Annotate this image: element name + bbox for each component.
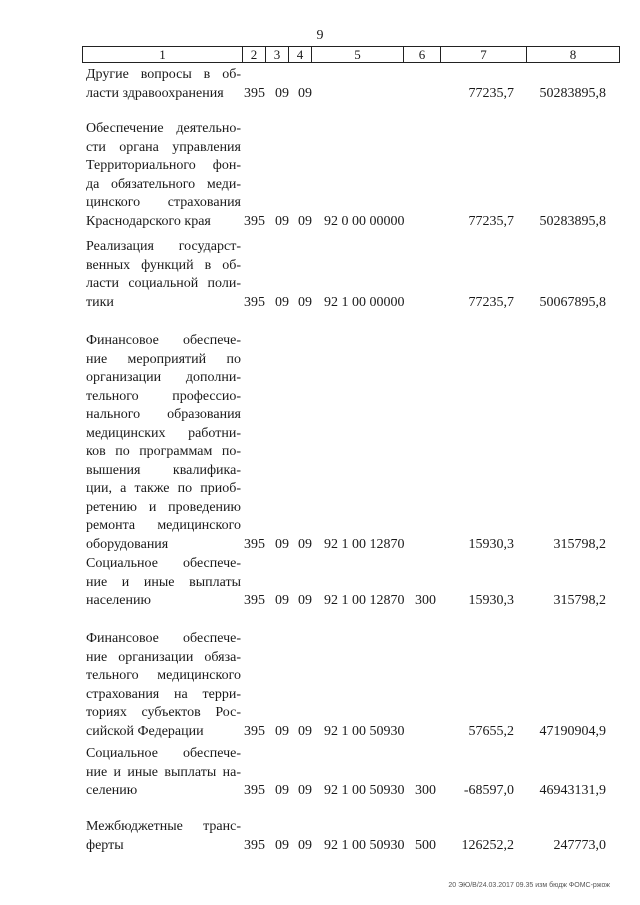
table-row — [0, 66, 640, 103]
row-description — [86, 555, 241, 611]
row-description — [86, 332, 241, 554]
description-line: ков по программам по- — [86, 444, 241, 459]
description-line: Межбюджетные транс- — [86, 819, 241, 834]
cell-vr: 300 — [415, 593, 436, 608]
row-description — [86, 120, 241, 231]
row-description — [86, 745, 241, 801]
cell-csr: 92 1 00 12870 — [324, 536, 405, 552]
cell-pr: 09 — [298, 723, 312, 739]
description-line: ласти социальной поли- — [86, 276, 241, 291]
cell-pr: 09 — [298, 536, 312, 552]
cell-csr: 92 1 00 12870 — [324, 593, 405, 608]
cell-rz: 09 — [275, 536, 289, 552]
cell-vr: 300 — [415, 783, 436, 798]
table-row — [0, 238, 640, 312]
header-col-6: 6 — [404, 47, 441, 62]
table-row — [0, 630, 640, 741]
cell-grbs: 395 — [244, 723, 265, 739]
description-line: Финансовое обеспече- — [86, 333, 241, 348]
description-line: Территориального фон- — [86, 158, 241, 173]
cell-rz: 09 — [275, 593, 289, 608]
description-line: ции, а также по приоб- — [86, 481, 241, 496]
cell-change-amount: 77235,7 — [468, 213, 514, 229]
description-line: тельного профессио- — [86, 388, 241, 404]
cell-pr: 09 — [298, 213, 312, 229]
description-line: Финансовое обеспече- — [86, 631, 241, 646]
description-line: Социальное обеспече- — [86, 556, 241, 571]
description-line: ние мероприятий по — [86, 351, 241, 367]
description-line: Другие вопросы в об- — [86, 67, 241, 82]
cell-change-amount: 57655,2 — [468, 723, 514, 739]
description-line: нального образования — [86, 407, 241, 422]
header-col-7: 7 — [441, 47, 527, 62]
description-line: ториях субъектов Рос- — [86, 705, 241, 720]
cell-csr: 92 1 00 00000 — [324, 294, 405, 310]
cell-rz: 09 — [275, 294, 289, 310]
cell-total-amount: 315798,2 — [553, 593, 606, 608]
cell-grbs: 395 — [244, 593, 265, 608]
cell-pr: 09 — [298, 294, 312, 310]
cell-change-amount: 15930,3 — [468, 593, 514, 608]
cell-change-amount: 15930,3 — [468, 536, 514, 552]
cell-change-amount: -68597,0 — [463, 783, 514, 798]
description-line: цинского страхования — [86, 195, 241, 210]
table-header — [82, 46, 620, 63]
cell-csr: 92 1 00 50930 — [324, 783, 405, 798]
description-line: да обязательного меди- — [86, 176, 241, 192]
page-number: 9 — [316, 28, 324, 43]
footer-stamp: 20 ЭЮ/В/24.03.2017 09.35 изм бюдж ФОМС-ржож — [448, 882, 610, 889]
cell-rz: 09 — [275, 837, 289, 853]
cell-total-amount: 47190904,9 — [539, 723, 606, 739]
description-line: венных функций в об- — [86, 257, 241, 273]
cell-pr: 09 — [298, 837, 312, 853]
cell-rz: 09 — [275, 85, 289, 101]
row-description — [86, 630, 241, 741]
header-col-4: 4 — [289, 47, 312, 62]
description-line: оборудования — [86, 536, 169, 552]
header-col-2: 2 — [243, 47, 266, 62]
cell-total-amount: 50283895,8 — [539, 85, 606, 101]
description-line: ласти здравоохранения — [86, 85, 224, 101]
table-row — [0, 120, 640, 231]
cell-grbs: 395 — [244, 536, 265, 552]
cell-total-amount: 46943131,9 — [539, 783, 606, 798]
description-line: ние и иные выплаты — [86, 574, 241, 590]
cell-total-amount: 50283895,8 — [539, 213, 606, 229]
description-line: сти органа управления — [86, 139, 241, 155]
header-col-8: 8 — [569, 47, 577, 62]
description-line: ние и иные выплаты на- — [86, 764, 241, 780]
description-line: ферты — [86, 837, 124, 853]
cell-grbs: 395 — [244, 294, 265, 310]
cell-grbs: 395 — [244, 783, 265, 798]
description-line: селению — [86, 783, 138, 798]
header-col-5: 5 — [312, 47, 404, 62]
description-line: ретению и проведению — [86, 499, 241, 515]
cell-total-amount: 315798,2 — [553, 536, 606, 552]
cell-csr: 92 0 00 00000 — [324, 213, 405, 229]
cell-rz: 09 — [275, 213, 289, 229]
table-row — [0, 332, 640, 554]
description-line: тики — [86, 294, 114, 310]
description-line: сийской Федерации — [86, 723, 204, 739]
cell-total-amount: 50067895,8 — [539, 294, 606, 310]
row-description — [86, 66, 241, 103]
cell-pr: 09 — [298, 593, 312, 608]
description-line: Реализация государст- — [86, 239, 241, 254]
description-line: организации дополни- — [86, 370, 241, 385]
description-line: страхования на терри- — [86, 686, 241, 702]
cell-pr: 09 — [298, 85, 312, 101]
description-line: Обеспечение деятельно- — [86, 121, 241, 136]
cell-grbs: 395 — [244, 837, 265, 853]
cell-grbs: 395 — [244, 85, 265, 101]
description-line: тельного медицинского — [86, 668, 241, 683]
header-col-1: 1 — [83, 47, 243, 62]
table-row — [0, 745, 640, 801]
cell-vr: 500 — [415, 837, 436, 853]
description-line: вышения квалифика- — [86, 462, 241, 478]
description-line: Социальное обеспече- — [86, 746, 241, 761]
cell-csr: 92 1 00 50930 — [324, 723, 405, 739]
description-line: ние организации обяза- — [86, 649, 241, 665]
description-line: населению — [86, 593, 151, 608]
header-col-3: 3 — [266, 47, 289, 62]
cell-rz: 09 — [275, 723, 289, 739]
cell-rz: 09 — [275, 783, 289, 798]
table-row — [0, 555, 640, 611]
cell-total-amount: 247773,0 — [553, 837, 606, 853]
cell-pr: 09 — [298, 783, 312, 798]
cell-change-amount: 126252,2 — [461, 837, 514, 853]
row-description — [86, 238, 241, 312]
description-line: медицинских работни- — [86, 425, 241, 441]
description-line: Краснодарского края — [86, 213, 211, 229]
row-description — [86, 818, 241, 855]
table-row — [0, 818, 640, 855]
cell-csr: 92 1 00 50930 — [324, 837, 405, 853]
cell-grbs: 395 — [244, 213, 265, 229]
description-line: ремонта медицинского — [86, 518, 241, 533]
cell-change-amount: 77235,7 — [468, 294, 514, 310]
cell-change-amount: 77235,7 — [468, 85, 514, 101]
